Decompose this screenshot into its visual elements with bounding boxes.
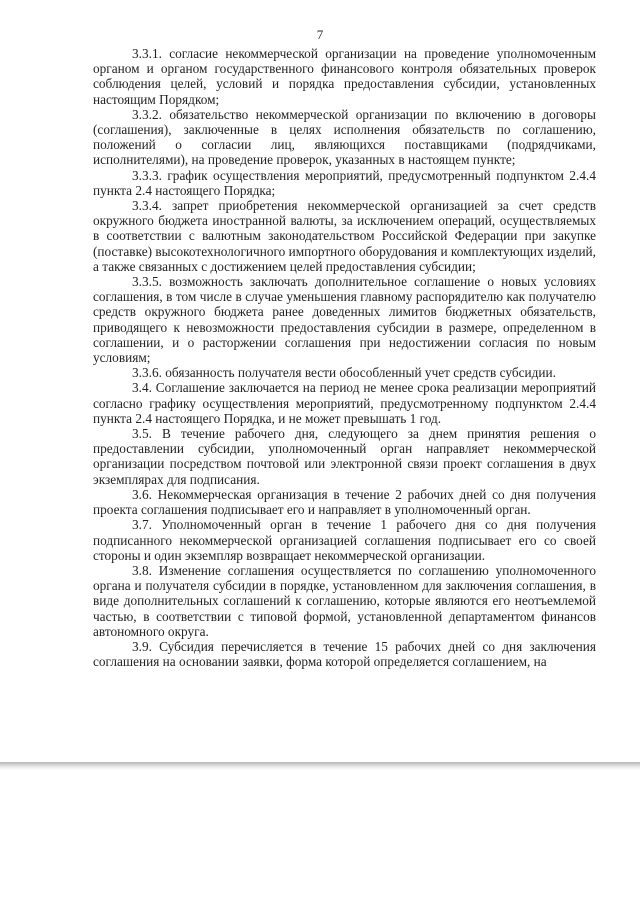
paragraph-3-8: 3.8. Изменение соглашения осуществляется по соглашению уполномоченного органа и получателя субсидии в порядке, установленном для заключения соглашения, в виде дополнительных соглашений к соглашению, которые являются его неотъемлемой частью, в соответствии с типовой формой, установленной департаментом финансов автономного округа.	[93, 562, 596, 639]
paragraph-3-3-5: 3.3.5. возможность заключать дополнительное соглашение о новых условиях соглашения, в том числе в случае уменьшения главному распорядителю как получателю средств окружного бюджета ранее доведенных лимитов бюджетных обязательств, приводящего к невозможности предоставления субсидии в размере, определенном в соглашении, и о расторжении соглашения при недостижении согласия по новым условиям;	[93, 274, 596, 366]
paragraph-3-3-6: 3.3.6. обязанность получателя вести обособленный учет средств субсидии.	[132, 365, 556, 381]
paragraph-3-3-2: 3.3.2. обязательство некоммерческой организации по включению в договоры (соглашения), заключенные в целях исполнения обязательств по соглашению, положений о согласии лиц, являющихся поставщиками (подрядчиками, исполнителями), на проведение проверок, указанных в настоящем пункте;	[93, 106, 596, 168]
document-body	[93, 46, 596, 669]
paragraph-3-3-3: 3.3.3. график осуществления мероприятий, предусмотренный подпунктом 2.4.4 пункта 2.4 настоящего Порядка;	[93, 167, 596, 198]
paragraph-3-9: 3.9. Субсидия перечисляется в течение 15 рабочих дней со дня заключения соглашения на основании заявки, форма которой определяется соглашением, на	[93, 638, 596, 670]
paragraph-3-3-1: 3.3.1. согласие некоммерческой организации на проведение уполномоченным органом и органом государственного финансового контроля обязательных проверок соблюдения целей, условий и порядка предоставления субсидии, установленных настоящим Порядком;	[93, 46, 596, 107]
paragraph-3-3-4: 3.3.4. запрет приобретения некоммерческой организацией за счет средств окружного бюджета иностранной валюты, за исключением операций, осуществляемых в соответствии с валютным законодательством Российской Федерации при закупке (поставке) высокотехнологичного импортного оборудования и комплектующих изделий, а также связанных с достижением целей предоставления субсидии;	[93, 198, 596, 274]
page-bottom-edge	[0, 762, 640, 770]
page-number: 7	[316, 27, 324, 42]
paragraph-3-6: 3.6. Некоммерческая организация в течение 2 рабочих дней со дня получения проекта соглашения подписывает его и направляет в уполномоченный орган.	[93, 486, 596, 518]
paragraph-3-4: 3.4. Соглашение заключается на период не менее срока реализации мероприятий согласно графику осуществления мероприятий, предусмотренному подпунктом 2.4.4 пункта 2.4 настоящего Порядка, и не может превышать 1 год.	[93, 380, 596, 426]
paragraph-3-5: 3.5. В течение рабочего дня, следующего за днем принятия решения о предоставлении субсидии, уполномоченный орган направляет некоммерческой организации посредством почтовой или электронной связи проект соглашения в двух экземплярах для подписания.	[93, 426, 596, 487]
paragraph-3-7: 3.7. Уполномоченный орган в течение 1 рабочего дня со дня получения подписанного некоммерческой организацией соглашения подписывает его со своей стороны и один экземпляр возвращает некоммерческой организации.	[93, 517, 596, 563]
